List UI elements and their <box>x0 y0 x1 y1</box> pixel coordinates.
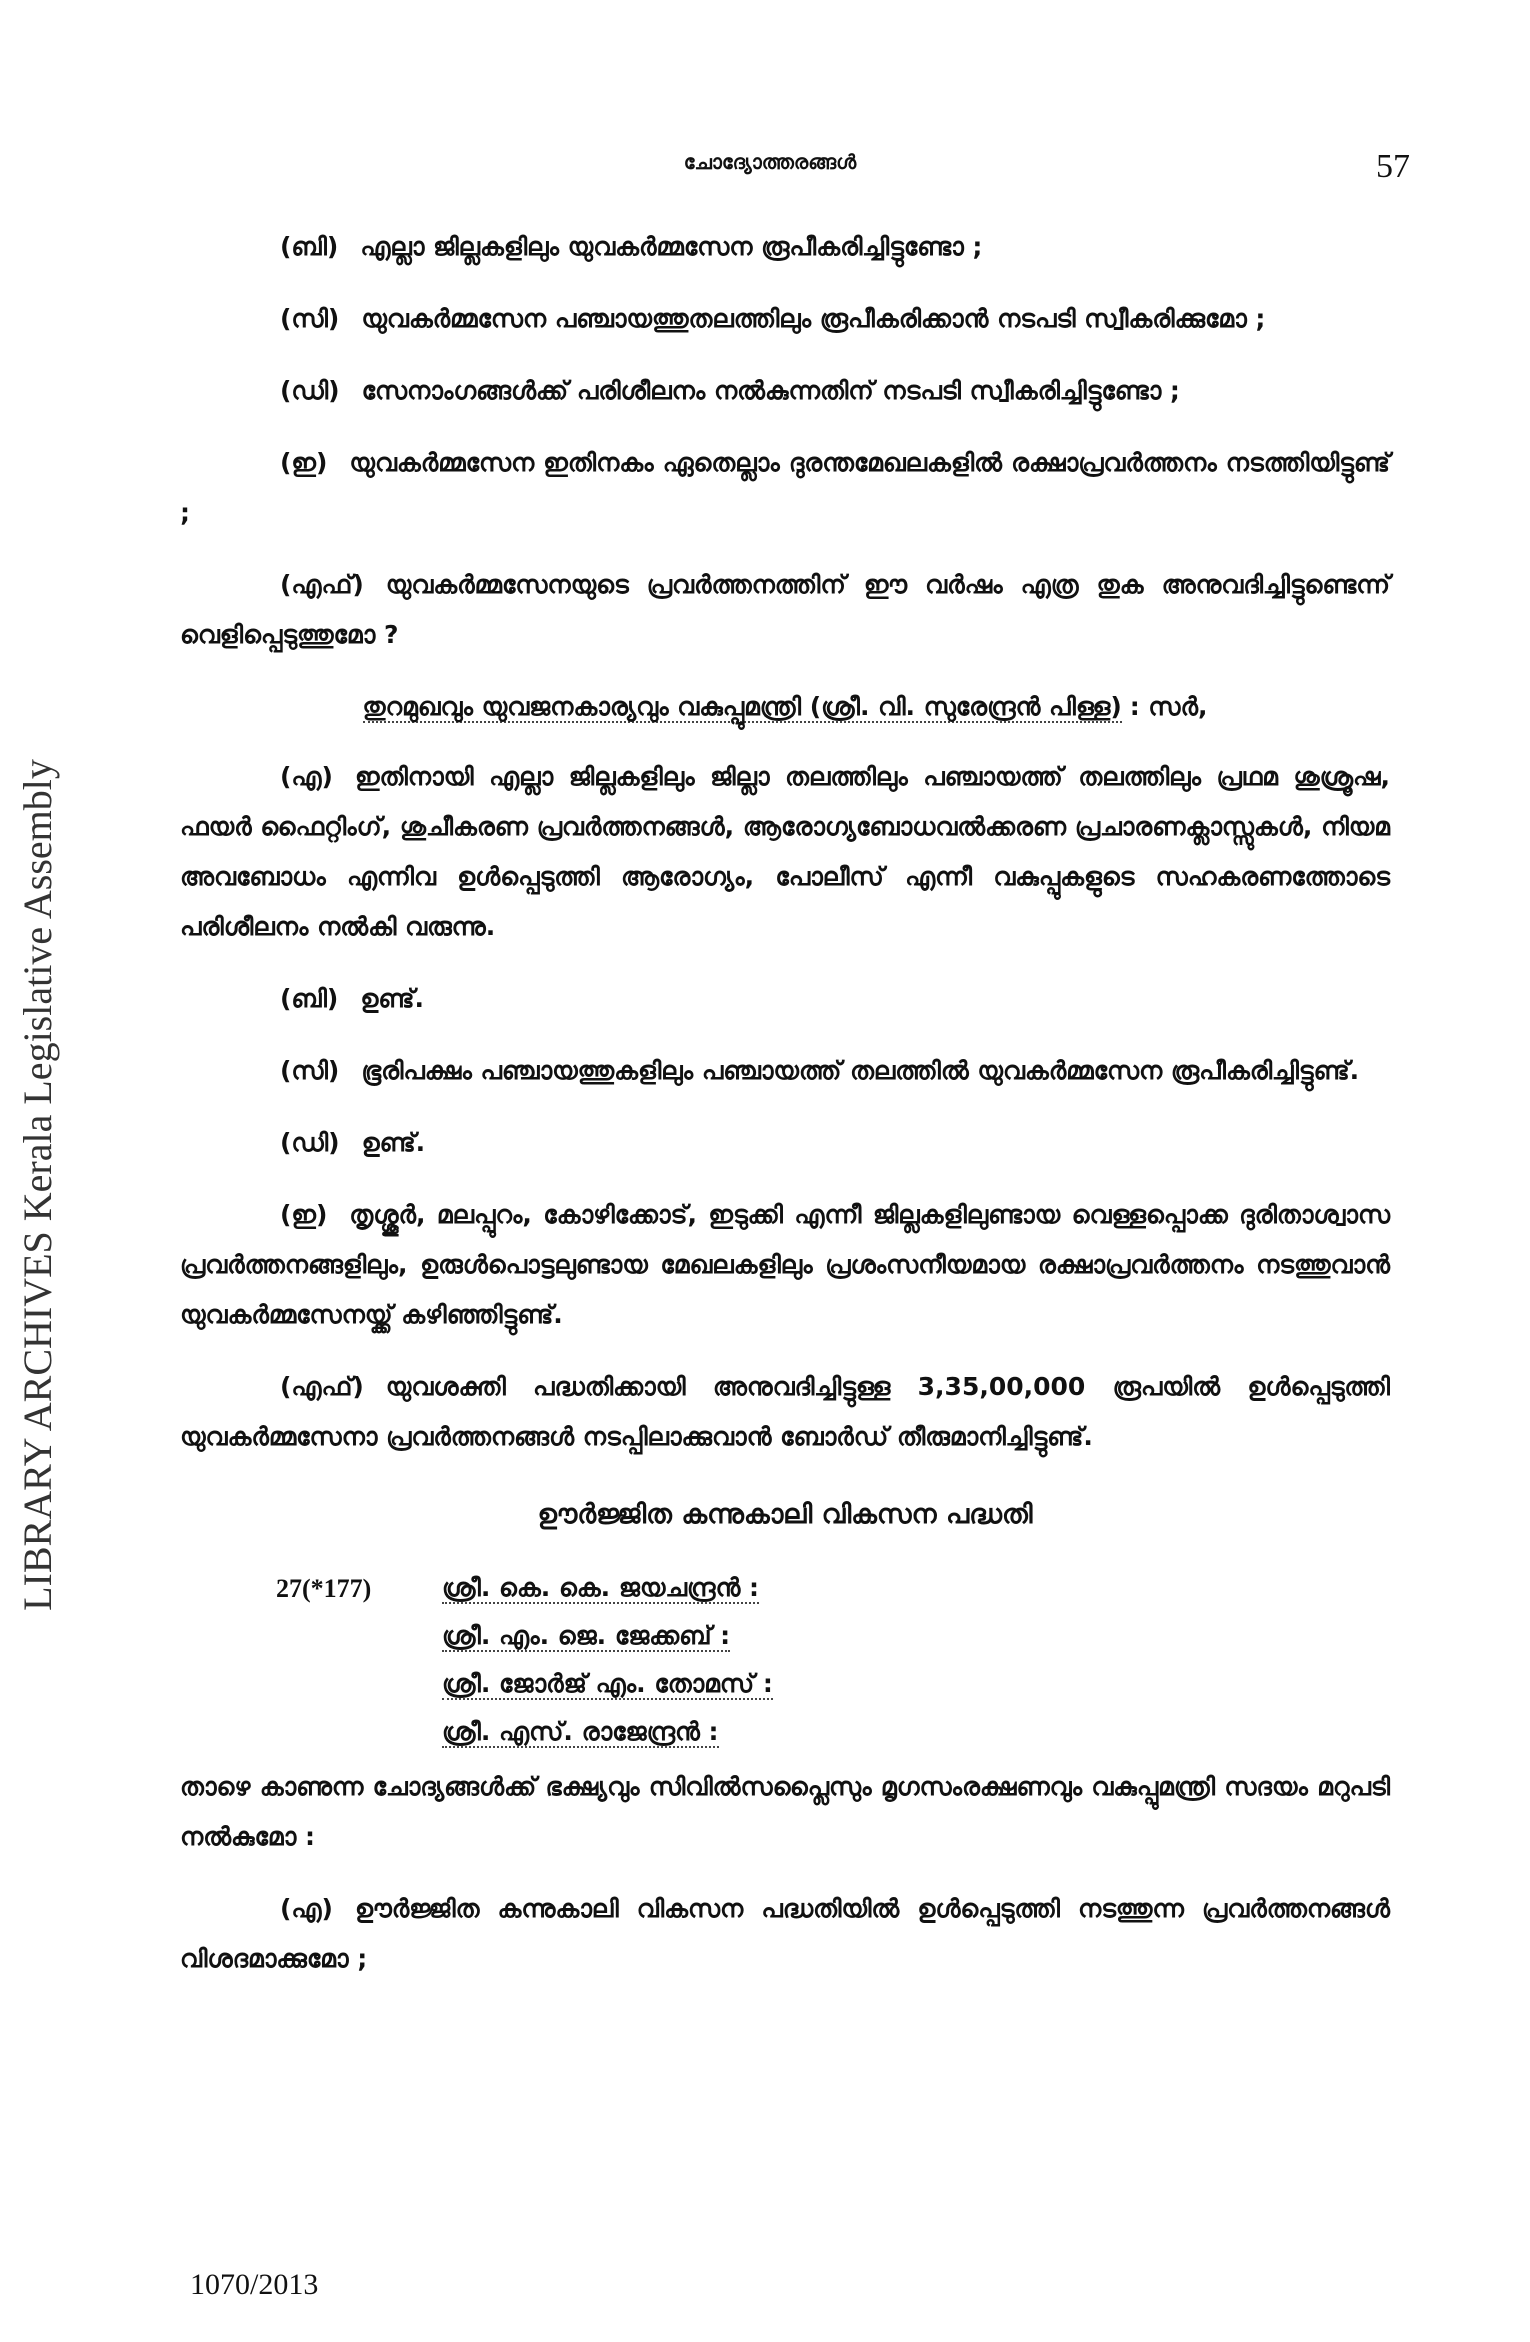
asker-name: ശ്രീ. എസ്. രാജേന്ദ്രൻ : <box>442 1717 719 1746</box>
question-item <box>180 1884 1390 1984</box>
page-header-title: ചോദ്യോത്തരങ്ങൾ <box>683 150 857 174</box>
question-item <box>180 294 1390 344</box>
item-text: യുവശക്തി പദ്ധതിക്കായി അനുവദിച്ചിട്ടുള്ള 3,35,00,000 രൂപയിൽ ഉൾപ്പെടുത്തി യുവകർമ്മസേനാ പ്രവർത്തനങ്ങൾ നടപ്പിലാക്കുവാൻ ബോർഡ് തീരുമാനിച്ചിട്ടുണ്ട്. <box>180 1372 1390 1451</box>
asker-name: ശ്രീ. എം. ജെ. ജേക്കബ് : <box>442 1621 731 1650</box>
question-intro: താഴെ കാണുന്ന ചോദ്യങ്ങൾക്ക് ഭക്ഷ്യവും സിവിൽസപ്ലൈസും മൃഗസംരക്ഷണവും വകുപ്പുമന്ത്രി സദയം മറുപടി നൽകുമോ : <box>180 1772 1390 1851</box>
question-item <box>180 438 1390 538</box>
answer-item <box>180 752 1390 952</box>
item-text: ഭൂരിപക്ഷം പഞ്ചായത്തുകളിലും പഞ്ചായത്ത് തലത്തിൽ യുവകർമ്മസേന രൂപീകരിച്ചിട്ടുണ്ട്. <box>361 1056 1360 1085</box>
item-text: യുവകർമ്മസേനയുടെ പ്രവർത്തനത്തിന് ഈ വർഷം എത്ര തുക അനുവദിച്ചിട്ടുണ്ടെന്ന് വെളിപ്പെടുത്തുമോ ? <box>180 570 1390 649</box>
question-askers-block <box>180 1564 1390 1756</box>
item-text: യുവകർമ്മസേന ഇതിനകം ഏതെല്ലാം ദുരന്തമേഖലകളിൽ രക്ഷാപ്രവർത്തനം നടത്തിയിട്ടുണ്ട് ; <box>180 448 1390 527</box>
item-label: (എ) <box>280 1894 333 1923</box>
item-label: (ഡി) <box>280 376 340 405</box>
askers-list <box>442 1564 1390 1756</box>
item-text: ഊർജ്ജിത കന്നുകാലി വികസന പദ്ധതിയിൽ ഉൾപ്പെടുത്തി നടത്തുന്ന പ്രവർത്തനങ്ങൾ വിശദമാക്കുമോ ; <box>180 1894 1390 1973</box>
asker-name: ശ്രീ. ജോർജ് എം. തോമസ് : <box>442 1669 773 1698</box>
answer-item <box>180 1046 1390 1096</box>
item-text: ഉണ്ട്. <box>360 984 424 1013</box>
question-item <box>180 366 1390 416</box>
item-label: (ഡി) <box>280 1128 340 1157</box>
answer-item <box>180 974 1390 1024</box>
question-item <box>180 222 1390 272</box>
item-label: (സി) <box>280 304 340 333</box>
minister-name: തുറമുഖവും യുവജനകാര്യവും വകുപ്പുമന്ത്രി (ശ്രീ. വി. സുരേന്ദ്രൻ പിള്ള) <box>362 692 1122 721</box>
document-body <box>180 222 1390 2006</box>
item-label: (സി) <box>280 1056 340 1085</box>
item-label: (ഇ) <box>280 448 328 477</box>
item-text: ഉണ്ട്. <box>361 1128 426 1157</box>
answer-speaker-line <box>180 682 1390 732</box>
item-label: (ഇ) <box>280 1200 328 1229</box>
section-heading: ഊർജ്ജിത കന്നുകാലി വികസന പദ്ധതി <box>537 1499 1033 1530</box>
answer-item <box>180 1190 1390 1340</box>
item-label: (എഫ്) <box>280 1372 364 1401</box>
answer-item <box>180 1362 1390 1462</box>
item-label: (ബി) <box>280 232 339 261</box>
item-label: (ബി) <box>280 984 339 1013</box>
item-text: എല്ലാ ജില്ലകളിലും യുവകർമ്മസേന രൂപീകരിച്ചിട്ടുണ്ടോ ; <box>360 232 983 261</box>
question-number: 27(*177) <box>276 1574 372 1603</box>
footer-code: 1070/2013 <box>190 2268 319 2301</box>
archive-watermark: LIBRARY ARCHIVES Kerala Legislative Assembly <box>15 759 60 1611</box>
item-label: (എഫ്) <box>280 570 364 599</box>
item-text: യുവകർമ്മസേന പഞ്ചായത്തുതലത്തിലും രൂപീകരിക്കാൻ നടപടി സ്വീകരിക്കുമോ ; <box>361 304 1266 333</box>
asker-name: ശ്രീ. കെ. കെ. ജയചന്ദ്രൻ : <box>442 1573 760 1602</box>
item-label: (എ) <box>280 762 333 791</box>
answer-item <box>180 1118 1390 1168</box>
item-text: ഇതിനായി എല്ലാ ജില്ലകളിലും ജില്ലാ തലത്തിലും പഞ്ചായത്ത് തലത്തിലും പ്രഥമ ശുശ്രൂഷ, ഫയർ ഫൈറ്റിംഗ്, ശുചീകരണ പ്രവർത്തനങ്ങൾ, ആരോഗ്യബോധവൽക്കരണ പ്രചാരണക്ലാസ്സുകൾ, നിയമ അവബോധം എന്നിവ ഉൾപ്പെടുത്തി ആരോഗ്യം, പോലീസ് എന്നീ വകുപ്പുകളുടെ സഹകരണത്തോടെ പരിശീലനം നൽകി വരുന്നു. <box>180 762 1390 941</box>
answer-salutation: : സർ, <box>1129 692 1208 721</box>
page-number: 57 <box>1376 148 1410 185</box>
item-text: തൃശ്ശൂർ, മലപ്പുറം, കോഴിക്കോട്, ഇടുക്കി എന്നീ ജില്ലകളിലുണ്ടായ വെള്ളപ്പൊക്ക ദുരിതാശ്വാസ പ്രവർത്തനങ്ങളിലും, ഉരുൾപൊട്ടലുണ്ടായ മേഖലകളിലും പ്രശംസനീയമായ രക്ഷാപ്രവർത്തനം നടത്തുവാൻ യുവകർമ്മസേനയ്ക്ക് കഴിഞ്ഞിട്ടുണ്ട്. <box>180 1200 1390 1329</box>
item-text: സേനാംഗങ്ങൾക്ക് പരിശീലനം നൽകുന്നതിന് നടപടി സ്വീകരിച്ചിട്ടുണ്ടോ ; <box>361 376 1180 405</box>
question-item <box>180 560 1390 660</box>
